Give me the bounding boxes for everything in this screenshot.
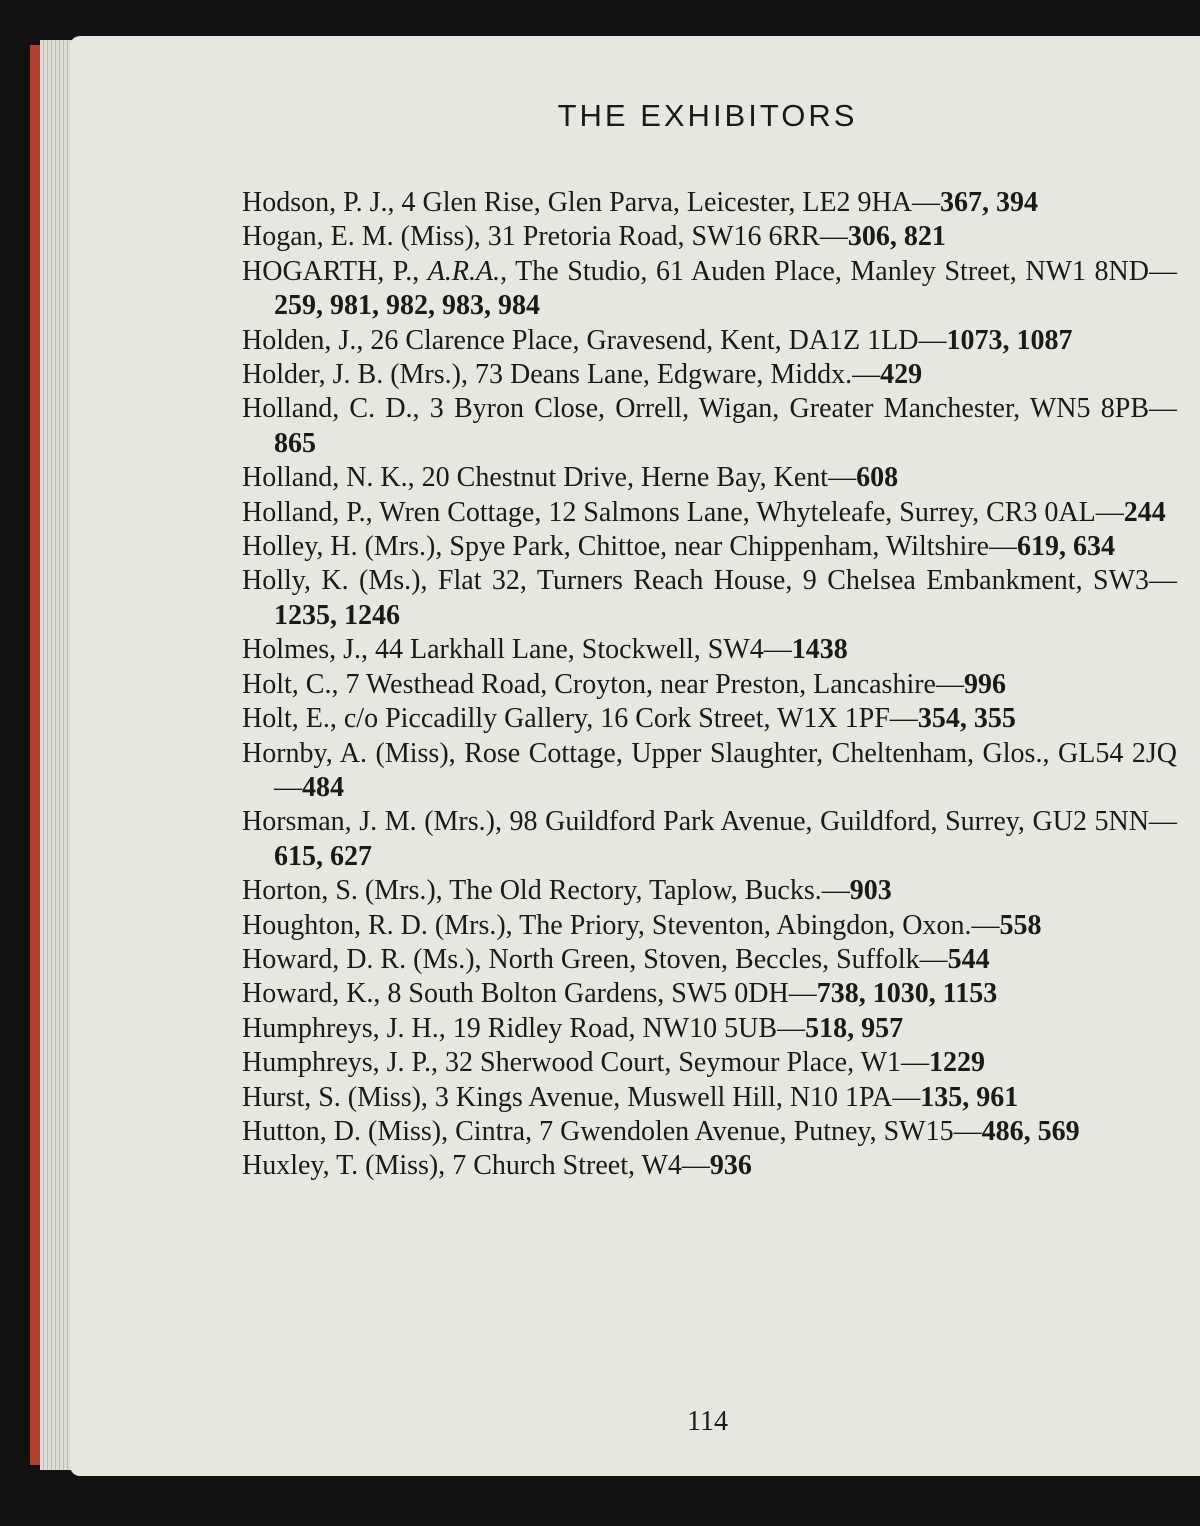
catalogue-numbers: 615, 627 bbox=[274, 840, 372, 872]
list-item: Humphreys, J. H., 19 Ridley Road, NW10 5UB—518, 957 bbox=[242, 1012, 904, 1044]
list-item: Holder, J. B. (Mrs.), 73 Deans Lane, Edgware, Middx.—429 bbox=[242, 359, 923, 391]
list-item: Holland, N. K., 20 Chestnut Drive, Herne Bay, Kent—608 bbox=[242, 462, 899, 494]
list-item: Holt, E., c/o Piccadilly Gallery, 16 Cork Street, W1X 1PF—354, 355 bbox=[242, 703, 1016, 735]
list-item: Hogan, E. M. (Miss), 31 Pretoria Road, SW16 6RR—306, 821 bbox=[242, 221, 946, 253]
catalogue-numbers: 1235, 1246 bbox=[274, 599, 400, 631]
exhibitor-list bbox=[242, 186, 1177, 1184]
catalogue-numbers: 996 bbox=[963, 668, 1006, 700]
list-item: Holly, K. (Ms.), Flat 32, Turners Reach House, 9 Chelsea Embankment, SW3—1235, 1246 bbox=[242, 565, 1177, 631]
catalogue-numbers: 865 bbox=[274, 427, 316, 459]
list-item: Holland, C. D., 3 Byron Close, Orrell, Wigan, Greater Manchester, WN5 8PB—865 bbox=[242, 393, 1177, 459]
list-item: Holley, H. (Mrs.), Spye Park, Chittoe, near Chippenham, Wiltshire—619, 634 bbox=[242, 531, 1115, 563]
catalogue-numbers: 1438 bbox=[791, 634, 848, 666]
catalogue-numbers: 429 bbox=[880, 359, 923, 391]
catalogue-numbers: 544 bbox=[947, 943, 990, 975]
catalogue-numbers: 608 bbox=[856, 462, 899, 494]
catalogue-numbers: 518, 957 bbox=[805, 1012, 904, 1044]
list-item: Holt, C., 7 Westhead Road, Croyton, near Preston, Lancashire—996 bbox=[242, 668, 1006, 700]
list-item: HOGARTH, P., A.R.A., The Studio, 61 Auden Place, Manley Street, NW1 8ND—259, 981, 982, 983, 984 bbox=[242, 255, 1177, 322]
catalogue-numbers: 619, 634 bbox=[1016, 531, 1115, 563]
catalogue-numbers: 936 bbox=[709, 1150, 752, 1182]
list-item: Horton, S. (Mrs.), The Old Rectory, Taplow, Bucks.—903 bbox=[242, 875, 892, 907]
list-item: Holland, P., Wren Cottage, 12 Salmons Lane, Whyteleafe, Surrey, CR3 0AL—244 bbox=[242, 496, 1166, 528]
catalogue-numbers: 1073, 1087 bbox=[946, 324, 1073, 356]
catalogue-numbers: 738, 1030, 1153 bbox=[816, 978, 998, 1010]
catalogue-numbers: 367, 394 bbox=[940, 187, 1038, 218]
catalogue-numbers: 259, 981, 982, 983, 984 bbox=[274, 290, 540, 322]
catalogue-numbers: 244 bbox=[1123, 496, 1166, 528]
list-item: Humphreys, J. P., 32 Sherwood Court, Seymour Place, W1—1229 bbox=[242, 1047, 985, 1079]
list-item: Hutton, D. (Miss), Cintra, 7 Gwendolen Avenue, Putney, SW15—486, 569 bbox=[242, 1115, 1080, 1147]
honour-title: A.R.A. bbox=[427, 255, 501, 287]
catalogue-numbers: 486, 569 bbox=[981, 1115, 1080, 1147]
page-number: 114 bbox=[687, 1406, 728, 1437]
list-item: Huxley, T. (Miss), 7 Church Street, W4—936 bbox=[242, 1150, 752, 1182]
list-item: Hornby, A. (Miss), Rose Cottage, Upper Slaughter, Cheltenham, Glos., GL54 2JQ—484 bbox=[242, 737, 1177, 803]
catalogue-numbers: 558 bbox=[999, 909, 1042, 941]
list-item: Hurst, S. (Miss), 3 Kings Avenue, Muswell Hill, N10 1PA—135, 961 bbox=[242, 1081, 1019, 1113]
catalogue-numbers: 135, 961 bbox=[920, 1081, 1019, 1113]
catalogue-numbers: 1229 bbox=[929, 1047, 985, 1079]
book-page bbox=[70, 36, 1200, 1476]
catalogue-numbers: 306, 821 bbox=[847, 221, 946, 253]
list-item: Howard, K., 8 South Bolton Gardens, SW5 0DH—738, 1030, 1153 bbox=[242, 978, 998, 1010]
list-item: Holmes, J., 44 Larkhall Lane, Stockwell, SW4—1438 bbox=[242, 634, 848, 666]
list-item: Hodson, P. J., 4 Glen Rise, Glen Parva, Leicester, LE2 9HA—367, 394 bbox=[242, 187, 1038, 218]
catalogue-numbers: 354, 355 bbox=[917, 703, 1016, 735]
list-item: Horsman, J. M. (Mrs.), 98 Guildford Park Avenue, Guildford, Surrey, GU2 5NN—615, 627 bbox=[242, 806, 1177, 872]
page-title: THE EXHIBITORS bbox=[557, 98, 858, 133]
catalogue-numbers: 484 bbox=[302, 771, 344, 803]
list-item: Houghton, R. D. (Mrs.), The Priory, Steventon, Abingdon, Oxon.—558 bbox=[242, 909, 1042, 941]
catalogue-numbers: 903 bbox=[849, 875, 892, 907]
list-item: Howard, D. R. (Ms.), North Green, Stoven, Beccles, Suffolk—544 bbox=[242, 943, 990, 975]
list-item: Holden, J., 26 Clarence Place, Gravesend, Kent, DA1Z 1LD—1073, 1087 bbox=[242, 324, 1073, 356]
